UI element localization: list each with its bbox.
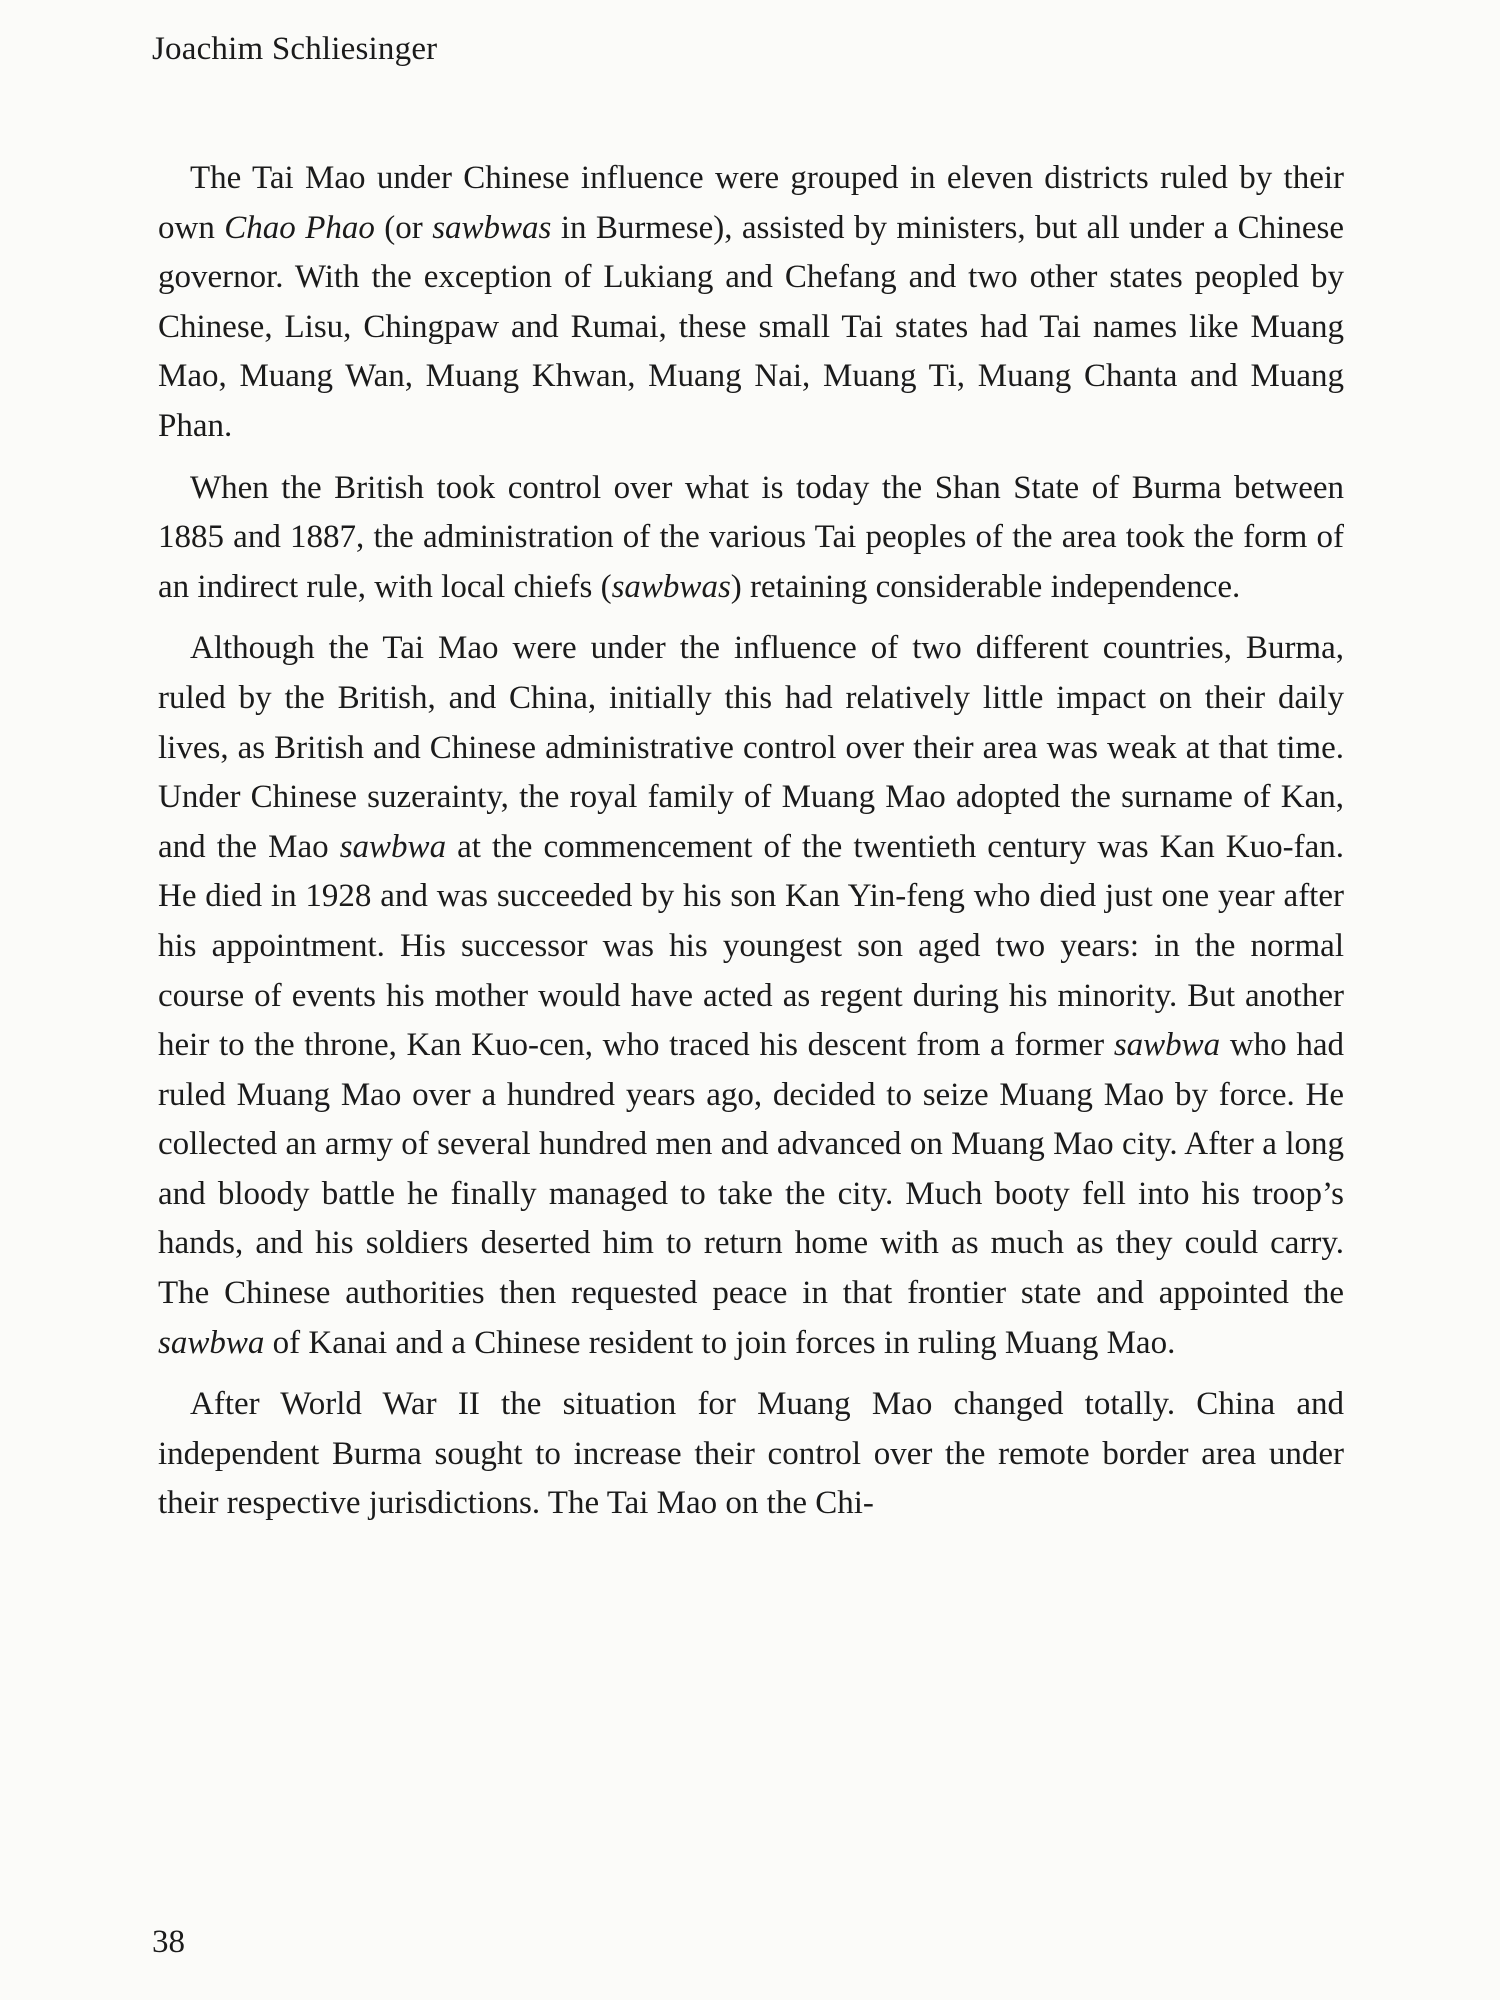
- text-run: in Burmese), assisted by ministers, but all under a Chinese governor. With the exception of Lukiang and Chefang and two other states peopled by Chinese, Lisu, Chingpaw and Rumai, these small Tai states had Tai names like Muang Mao, Muang Wan, Muang Khwan, Muang Nai, Muang Ti, Muang Chanta and Muang Phan.: [158, 209, 1344, 444]
- text-run: (or: [374, 209, 433, 246]
- italic-term: sawbwas: [611, 568, 731, 605]
- page-number: 38: [152, 1924, 185, 1960]
- text-run: at the commencement of the twentieth century was Kan Kuo-fan. He died in 1928 and was succeeded by his son Kan Yin-feng who died just one year after his appointment. His successor was his youngest son aged two years: in the normal course of events his mother would have acted as regent during his minority. But another heir to the throne, Kan Kuo-cen, who traced his descent from a former: [158, 828, 1344, 1064]
- text-run: Although the Tai Mao were under the influence of two different countries, Burma, ruled by the British, and China, initially this had relatively little impact on their daily lives, as British and Chinese administrative control over their area was weak at that time. Under Chinese suzerainty, the royal family of Muang Mao adopted the surname of Kan, and the Mao: [158, 630, 1344, 865]
- italic-term: sawbwa: [158, 1324, 265, 1361]
- italic-term: sawbwa: [1113, 1027, 1221, 1064]
- italic-term: sawbwas: [432, 209, 552, 246]
- text-run: of Kanai and a Chinese resident to join forces in ruling Muang Mao.: [264, 1324, 1176, 1361]
- text-run: When the British took control over what is today the Shan State of Burma between 1885 and 1887, the administration of the various Tai peoples of the area took the form of an indirect rule, with local chiefs (: [158, 469, 1344, 605]
- italic-term: sawbwa: [339, 828, 447, 865]
- paragraph: [158, 624, 1344, 1368]
- italic-term: Chao Phao: [224, 209, 375, 246]
- text-run: who had ruled Muang Mao over a hundred years ago, decided to seize Muang Mao by force. He collected an army of several hundred men and advanced on Muang Mao city. After a long and bloody battle he finally managed to take the city. Much booty fell into his troop’s hands, and his soldiers deserted him to return home with as much as they could carry. The Chinese authorities then requested peace in that frontier state and appointed the: [158, 1027, 1344, 1312]
- paragraph: [158, 464, 1344, 613]
- running-head: Joachim Schliesinger: [152, 31, 438, 67]
- text-run: The Tai Mao under Chinese influence were grouped in eleven districts ruled by their own: [158, 160, 1344, 246]
- paragraph: [158, 154, 1344, 452]
- paragraph: [158, 1380, 1344, 1529]
- text-run: ) retaining considerable independence.: [730, 568, 1241, 605]
- text-run: After World War II the situation for Muang Mao changed totally. China and independent Burma sought to increase their control over the remote border area under their respective jurisdictions. The Tai Mao on the Chi-: [158, 1386, 1344, 1522]
- body-text: [158, 154, 1344, 1529]
